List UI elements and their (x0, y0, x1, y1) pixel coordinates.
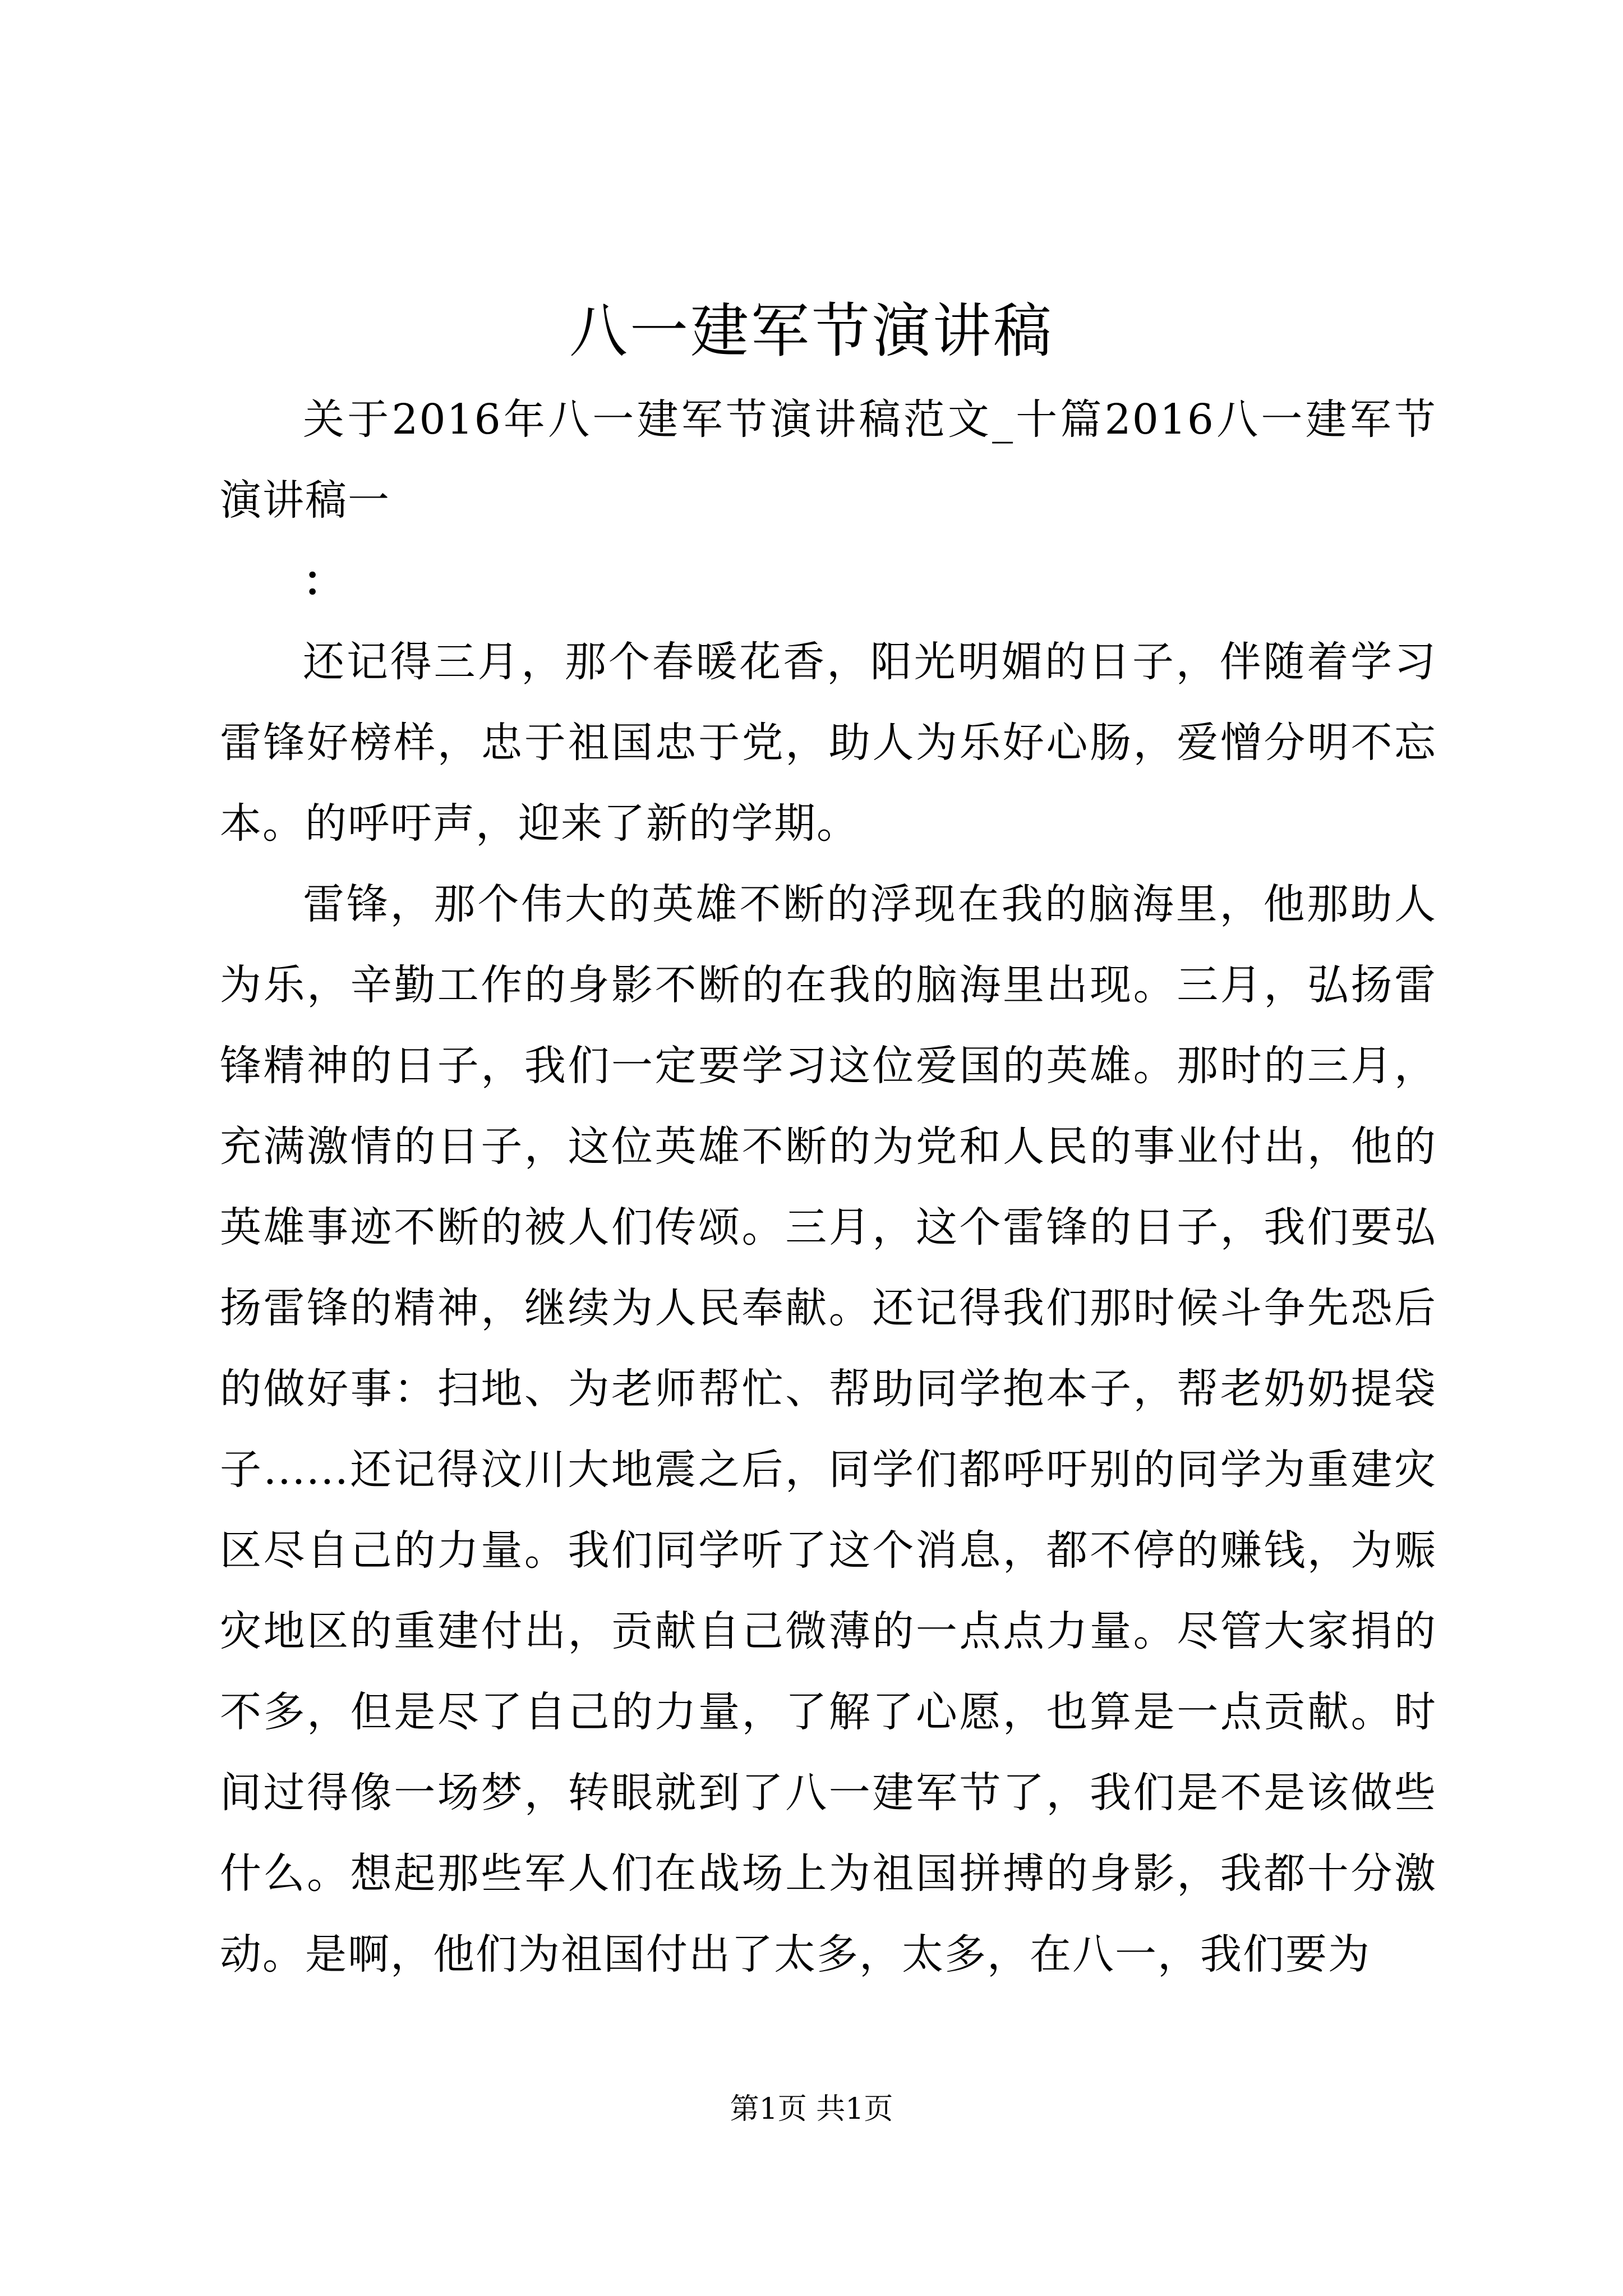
paragraph-heading-line: 关于2016年八一建军节演讲稿范文_十篇2016八一建军节演讲稿一 (220, 395, 1437, 524)
document-body (220, 379, 1437, 1995)
page-footer: 第1页 共1页 (730, 2092, 893, 2126)
paragraph-intro: 还记得三月，那个春暖花香，阳光明媚的日子，伴随着学习雷锋好榜样，忠于祖国忠于党，助人为乐好心肠，爱憎分明不忘本。的呼吁声，迎来了新的学期。 (220, 638, 1437, 848)
paragraph-colon: ： (303, 557, 345, 605)
paragraph-main: 雷锋，那个伟大的英雄不断的浮现在我的脑海里，他那助人为乐，辛勤工作的身影不断的在我的脑海里出现。三月，弘扬雷锋精神的日子，我们一定要学习这位爱国的英雄。那时的三月，充满激情的日子，这位英雄不断的为党和人民的事业付出，他的英雄事迹不断的被人们传颂。三月，这个雷锋的日子，我们要弘扬雷锋的精神，继续为人民奉献。还记得我们那时候斗争先恐后的做好事：扫地、为老师帮忙、帮助同学抱本子，帮老奶奶提袋子......还记得汶川大地震之后，同学们都呼吁别的同学为重建灾区尽自己的力量。我们同学听了这个消息，都不停的赚钱，为赈灾地区的重建付出，贡献自己微薄的一点点力量。尽管大家捐的不多，但是尽了自己的力量，了解了心愿，也算是一点贡献。时间过得像一场梦，转眼就到了八一建军节了，我们是不是该做些什么。想起那些军人们在战场上为祖国拼搏的身影，我都十分激动。是啊，他们为祖国付出了太多，太多，在八一，我们要为 (220, 880, 1437, 1978)
document-title: 八一建军节演讲稿 (569, 297, 1054, 365)
